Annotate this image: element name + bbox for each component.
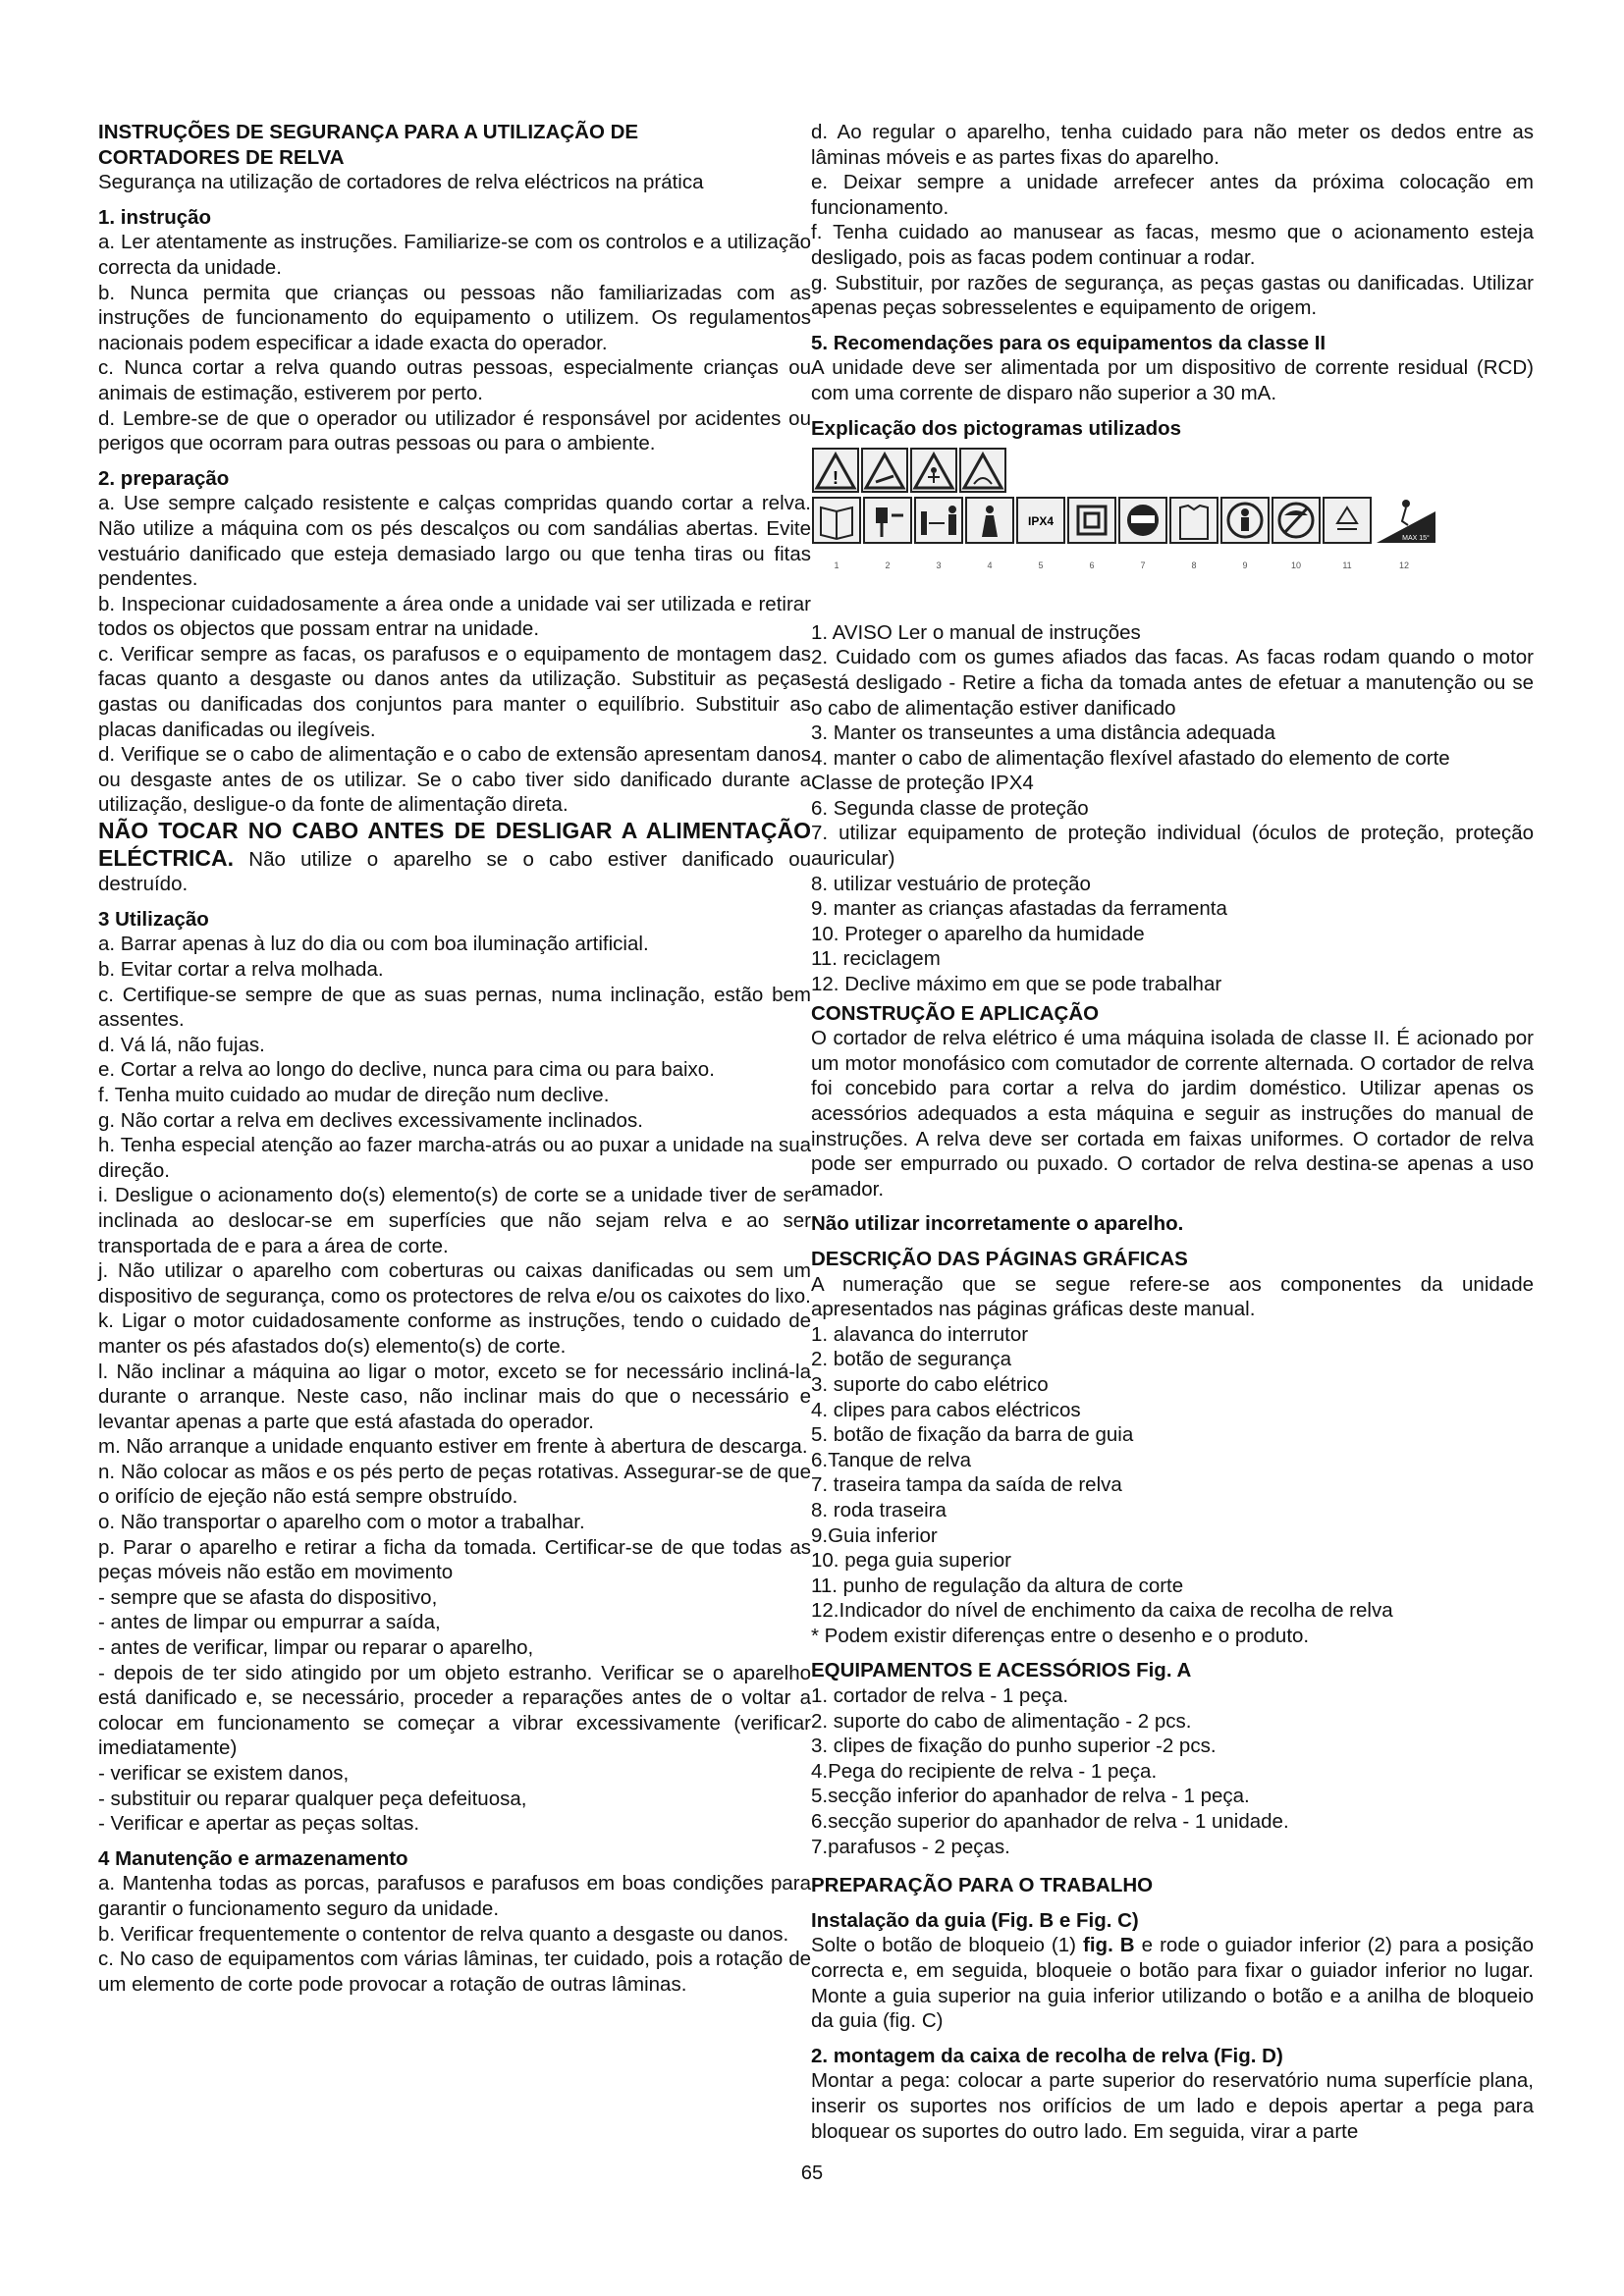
- ipx4-label: IPX4: [1027, 514, 1055, 529]
- list-item: 3. clipes de fixação do punho superior -2 pcs.: [811, 1735, 1217, 1758]
- protective-clothing-icon: [1170, 498, 1218, 543]
- list-item: 1. cortador de relva - 1 peça.: [811, 1684, 1069, 1708]
- list-item: - verificar se existem danos,: [98, 1762, 350, 1785]
- accessories-list: [811, 1683, 1534, 1859]
- picto-number: 11: [1342, 561, 1352, 571]
- picto-number: 4: [987, 561, 993, 571]
- list-item: 2. botão de segurança: [811, 1348, 1012, 1371]
- paragraph: i. Desligue o acionamento do(s) elemento(s) de corte se a unidade tiver de ser inclinada ao deslocar-se em superfícies que não sejam relva e ao ser transportada de e para a área de corte.: [98, 1184, 811, 1257]
- section-heading-descricao: DESCRIÇÃO DAS PÁGINAS GRÁFICAS: [811, 1247, 1188, 1270]
- list-item: 2. suporte do cabo de alimentação - 2 pcs.: [811, 1709, 1192, 1733]
- list-item: 4. clipes para cabos eléctricos: [811, 1398, 1081, 1421]
- list-item: - sempre que se afasta do dispositivo,: [98, 1585, 438, 1609]
- subtitle: Segurança na utilização de cortadores de relva eléctricos na prática: [98, 171, 704, 194]
- paragraph: Solte o botão de bloqueio (1) fig. B e rode o guiador inferior (2) para a posição correcta e, em seguida, bloqueie o botão para fixar o guiador inferior no lugar. Monte a guia superior na guia inferior utilizando o botão e a anilha de bloqueio da guia (fig. C): [811, 1934, 1534, 2033]
- subheading-caixa: 2. montagem da caixa de recolha de relva (Fig. D): [811, 2044, 1283, 2067]
- pictograms-image: [811, 447, 1534, 604]
- max-slope-label: MAX 15°: [1402, 535, 1430, 543]
- picto-number: 10: [1290, 561, 1302, 571]
- component-list: [811, 1322, 1534, 1649]
- paragraph: f. Tenha cuidado ao manusear as facas, mesmo que o acionamento esteja desligado, pois as facas podem continuar a rodar.: [811, 221, 1534, 269]
- section-heading-preparacao-trabalho: PREPARAÇÃO PARA O TRABALHO: [811, 1874, 1154, 1897]
- keep-children-away-icon: [1221, 498, 1269, 543]
- warning-text: NÃO TOCAR NO CABO ANTES DE DESLIGAR A ALIMENTAÇÃO ELÉCTRICA.: [98, 818, 811, 871]
- paragraph: d. Lembre-se de que o operador ou utilizador é responsável por acidentes ou perigos que ocorram para outras pessoas ou para o ambiente.: [98, 406, 811, 455]
- list-item: 8. roda traseira: [811, 1498, 947, 1522]
- safe-distance-icon: [915, 498, 962, 543]
- manual-book-icon: [813, 498, 860, 543]
- section-heading-instrucao: 1. instrução: [98, 205, 212, 229]
- paragraph: e. Cortar a relva ao longo do declive, nunca para cima ou para baixo.: [98, 1058, 715, 1082]
- paragraph: k. Ligar o motor cuidadosamente conforme as instruções, tendo o cuidado de manter os pés afastados do(s) elemento(s) de corte.: [98, 1309, 811, 1358]
- bystander-warning-icon: [911, 449, 956, 492]
- paragraph: a. Barrar apenas à luz do dia ou com boa iluminação artificial.: [98, 933, 649, 956]
- paragraph: a. Ler atentamente as instruções. Familiarize-se com os controlos e a utilização correcta da unidade.: [98, 231, 811, 279]
- list-item: 11. reciclagem: [811, 947, 941, 971]
- pictograms-heading: Explicação dos pictogramas utilizados: [811, 416, 1182, 440]
- max-slope-icon: [1375, 498, 1435, 543]
- list-item: 11. punho de regulação da altura de corte: [811, 1574, 1184, 1597]
- pictogram-strip: [811, 447, 1534, 611]
- paragraph: e. Deixar sempre a unidade arrefecer antes da próxima colocação em funcionamento.: [811, 171, 1534, 219]
- paragraph: b. Verificar frequentemente o contentor de relva quanto a desgaste ou danos.: [98, 1922, 789, 1946]
- list-item: 2. Cuidado com os gumes afiados das facas. As facas rodam quando o motor está desligado - Retire a ficha da tomada antes de efetuar a manutenção ou se o cabo de alimentação estiver danificado: [811, 646, 1534, 720]
- list-item: 9.Guia inferior: [811, 1523, 938, 1547]
- warning-triangle-icon: [813, 449, 858, 492]
- paragraph: c. Nunca cortar a relva quando outras pessoas, especialmente crianças ou animais de estimação, estiverem por perto.: [98, 356, 811, 404]
- list-item: 1. AVISO Ler o manual de instruções: [811, 620, 1141, 644]
- cable-warning-icon: [960, 449, 1005, 492]
- right-column: [811, 120, 1534, 2144]
- protective-equipment-icon: [1119, 498, 1166, 543]
- picto-number: 1: [834, 561, 839, 571]
- list-item: 6.secção superior do apanhador de relva - 1 unidade.: [811, 1810, 1289, 1834]
- section-heading-equipamentos: EQUIPAMENTOS E ACESSÓRIOS Fig. A: [811, 1659, 1192, 1682]
- paragraph: f. Tenha muito cuidado ao mudar de direção num declive.: [98, 1083, 610, 1106]
- ipx4-icon: [1017, 498, 1064, 543]
- paragraph: g. Não cortar a relva em declives excessivamente inclinados.: [98, 1108, 643, 1132]
- pictogram-legend: [811, 620, 1534, 997]
- paragraph: c. No caso de equipamentos com várias lâminas, ter cuidado, pois a rotação de um elemento de corte pode provocar a rotação de outras lâminas.: [98, 1948, 811, 1996]
- list-item: 8. utilizar vestuário de proteção: [811, 872, 1091, 895]
- paragraph: b. Nunca permita que crianças ou pessoas não familiarizadas com as instruções de funcionamento do equipamento o utilizem. Os regulamentos nacionais podem especificar a idade exacta do operador.: [98, 281, 811, 354]
- list-item: * Podem existir diferenças entre o desenho e o produto.: [811, 1624, 1310, 1647]
- paragraph: d. Vá lá, não fujas.: [98, 1033, 265, 1056]
- paragraph: d. Verifique se o cabo de alimentação e o cabo de extensão apresentam danos ou desgaste antes de os utilizar. Se o cabo tiver sido danificado durante a utilização, desligue-o da fonte de alimentação direta.: [98, 743, 811, 817]
- list-item: 7. utilizar equipamento de proteção individual (óculos de proteção, proteção auricular): [811, 822, 1534, 871]
- picto-number: 8: [1191, 561, 1197, 571]
- section-heading-construcao: CONSTRUÇÃO E APLICAÇÃO: [811, 1001, 1100, 1025]
- section-heading-manutencao: 4 Manutenção e armazenamento: [98, 1846, 408, 1870]
- unplug-icon: [864, 498, 911, 543]
- list-item: 7.parafusos - 2 peças.: [811, 1835, 1010, 1858]
- section-heading-classe-ii: 5. Recomendações para os equipamentos da classe II: [811, 331, 1326, 354]
- list-item: 12. Declive máximo em que se pode trabalhar: [811, 973, 1222, 996]
- cable-away-icon: [966, 498, 1013, 543]
- paragraph: A unidade deve ser alimentada por um dispositivo de corrente residual (RCD) com uma corrente de disparo não superior a 30 mA.: [811, 356, 1534, 404]
- paragraph: c. Certifique-se sempre de que as suas pernas, numa inclinação, estão bem assentes.: [98, 983, 811, 1032]
- list-item: 6. Segunda classe de proteção: [811, 796, 1089, 820]
- list-item: 3. Manter os transeuntes a uma distância adequada: [811, 721, 1275, 745]
- picto-number: 3: [936, 561, 942, 571]
- paragraph: A numeração que se segue refere-se aos componentes da unidade apresentados nas páginas gráficas deste manual.: [811, 1272, 1534, 1321]
- picto-number: 2: [885, 561, 891, 571]
- list-item: 6.Tanque de relva: [811, 1448, 971, 1471]
- list-item: 4.Pega do recipiente de relva - 1 peça.: [811, 1759, 1158, 1783]
- paragraph: j. Não utilizar o aparelho com coberturas ou caixas danificadas ou sem um dispositivo de segurança, como os protectores de relva e/ou os caixotes do lixo.: [98, 1259, 811, 1308]
- paragraph: o. Não transportar o aparelho com o motor a trabalhar.: [98, 1511, 585, 1534]
- left-column: [98, 120, 811, 2144]
- paragraph: l. Não inclinar a máquina ao ligar o motor, exceto se for necessário incliná-la durante o arranque. Neste caso, não inclinar mais do que o necessário e levantar apenas a parte que está afastada do operador.: [98, 1360, 811, 1433]
- list-item: 10. Proteger o aparelho da humidade: [811, 922, 1145, 945]
- list-item: 1. alavanca do interrutor: [811, 1322, 1029, 1346]
- picto-number: 12: [1398, 561, 1410, 571]
- recycling-icon: [1324, 498, 1371, 543]
- paragraph: d. Ao regular o aparelho, tenha cuidado para não meter os dedos entre as lâminas móveis e as partes fixas do aparelho.: [811, 121, 1534, 169]
- sharp-blade-warning-icon: [862, 449, 907, 492]
- picto-number: 9: [1242, 561, 1248, 571]
- paragraph: b. Inspecionar cuidadosamente a área onde a unidade vai ser utilizada e retirar todos os objectos que possam entrar na unidade.: [98, 592, 811, 641]
- paragraph: b. Evitar cortar a relva molhada.: [98, 958, 384, 981]
- warning-paragraph: NÃO TOCAR NO CABO ANTES DE DESLIGAR A ALIMENTAÇÃO ELÉCTRICA. Não utilize o aparelho se o cabo estiver danificado ou destruído.: [98, 818, 811, 896]
- list-item: 10. pega guia superior: [811, 1549, 1012, 1573]
- paragraph: h. Tenha especial atenção ao fazer marcha-atrás ou ao puxar a unidade na sua direção.: [98, 1134, 811, 1182]
- paragraph: Montar a pega: colocar a parte superior do reservatório numa superfície plana, inserir os suportes nos orifícios de um lado e depois apertar a pega para bloquear os suportes do outro lado. Em seguida, virar a parte: [811, 2069, 1534, 2143]
- page-number: 65: [800, 2163, 824, 2184]
- list-item: 7. traseira tampa da saída de relva: [811, 1473, 1122, 1497]
- picto-number: 7: [1140, 561, 1146, 571]
- protect-from-moisture-icon: [1272, 498, 1320, 543]
- list-item: - antes de limpar ou empurrar a saída,: [98, 1611, 441, 1634]
- list-item: - substituir ou reparar qualquer peça defeituosa,: [98, 1787, 527, 1810]
- list-item: 5. botão de fixação da barra de guia: [811, 1423, 1134, 1447]
- paragraph: m. Não arranque a unidade enquanto estiver em frente à abertura de descarga.: [98, 1435, 808, 1459]
- list-item: 5.secção inferior do apanhador de relva - 1 peça.: [811, 1785, 1250, 1808]
- list-item: 12.Indicador do nível de enchimento da caixa de recolha de relva: [811, 1599, 1393, 1623]
- picto-number: 5: [1038, 561, 1044, 571]
- list-item: - antes de verificar, limpar ou reparar o aparelho,: [98, 1636, 534, 1660]
- list-item: 9. manter as crianças afastadas da ferramenta: [811, 897, 1227, 921]
- section-heading-preparacao: 2. preparação: [98, 466, 230, 490]
- svg-text:!: !: [833, 468, 839, 489]
- list-item: - Verificar e apertar as peças soltas.: [98, 1812, 420, 1836]
- subheading-guia: Instalação da guia (Fig. B e Fig. C): [811, 1908, 1139, 1932]
- paragraph: O cortador de relva elétrico é uma máquina isolada de classe II. É acionado por um motor monofásico com comutador de corrente alternada. O cortador de relva foi concebido para cortar a relva do jardim doméstico. Utilizar apenas os acessórios adequados a esta máquina e seguir as instruções do manual de instruções. A relva deve ser cortada em faixas uniformes. O cortador de relva pode ser empurrado ou puxado. O cortador de relva destina-se apenas a uso amador.: [811, 1027, 1534, 1201]
- list-item: Classe de proteção IPX4: [811, 772, 1034, 795]
- paragraph: a. Use sempre calçado resistente e calças compridas quando cortar a relva. Não utilize a máquina com os pés descalços ou com sandálias abertas. Evite vestuário danificado que esteja demasiado largo ou que tenha tiras ou fitas pendentes.: [98, 492, 811, 591]
- paragraph: g. Substituir, por razões de segurança, as peças gastas ou danificadas. Utilizar apenas peças sobresselentes e equipamento de origem.: [811, 271, 1534, 320]
- section-title: INSTRUÇÕES DE SEGURANÇA PARA A UTILIZAÇÃO DE CORTADORES DE RELVA: [98, 121, 639, 169]
- misuse-note: Não utilizar incorretamente o aparelho.: [811, 1212, 1184, 1236]
- paragraph: p. Parar o aparelho e retirar a ficha da tomada. Certificar-se de que todas as peças móveis não estão em movimento: [98, 1535, 811, 1584]
- class-ii-icon: [1068, 498, 1115, 543]
- list-item: 4. manter o cabo de alimentação flexível afastado do elemento de corte: [811, 746, 1450, 770]
- list-item: - depois de ter sido atingido por um objeto estranho. Verificar se o aparelho está danificado e, se necessário, proceder a reparações antes de o voltar a colocar em funcionamento se começar a vibrar excessivamente (verificar imediatamente): [98, 1661, 811, 1760]
- picto-number: 6: [1089, 561, 1095, 571]
- paragraph: c. Verificar sempre as facas, os parafusos e o equipamento de montagem das facas quanto a desgaste ou danos antes da utilização. Substituir as peças gastas ou danificadas dos conjuntos para manter o equilíbrio. Substituir as placas danificadas ou ilegíveis.: [98, 642, 811, 741]
- paragraph: a. Mantenha todas as porcas, parafusos e parafusos em boas condições para garantir o funcionamento seguro da unidade.: [98, 1872, 811, 1920]
- section-heading-utilizacao: 3 Utilização: [98, 907, 209, 931]
- list-item: 3. suporte do cabo elétrico: [811, 1372, 1049, 1396]
- paragraph: n. Não colocar as mãos e os pés perto de peças rotativas. Assegurar-se de que o orifício de ejeção não está sempre obstruído.: [98, 1460, 811, 1509]
